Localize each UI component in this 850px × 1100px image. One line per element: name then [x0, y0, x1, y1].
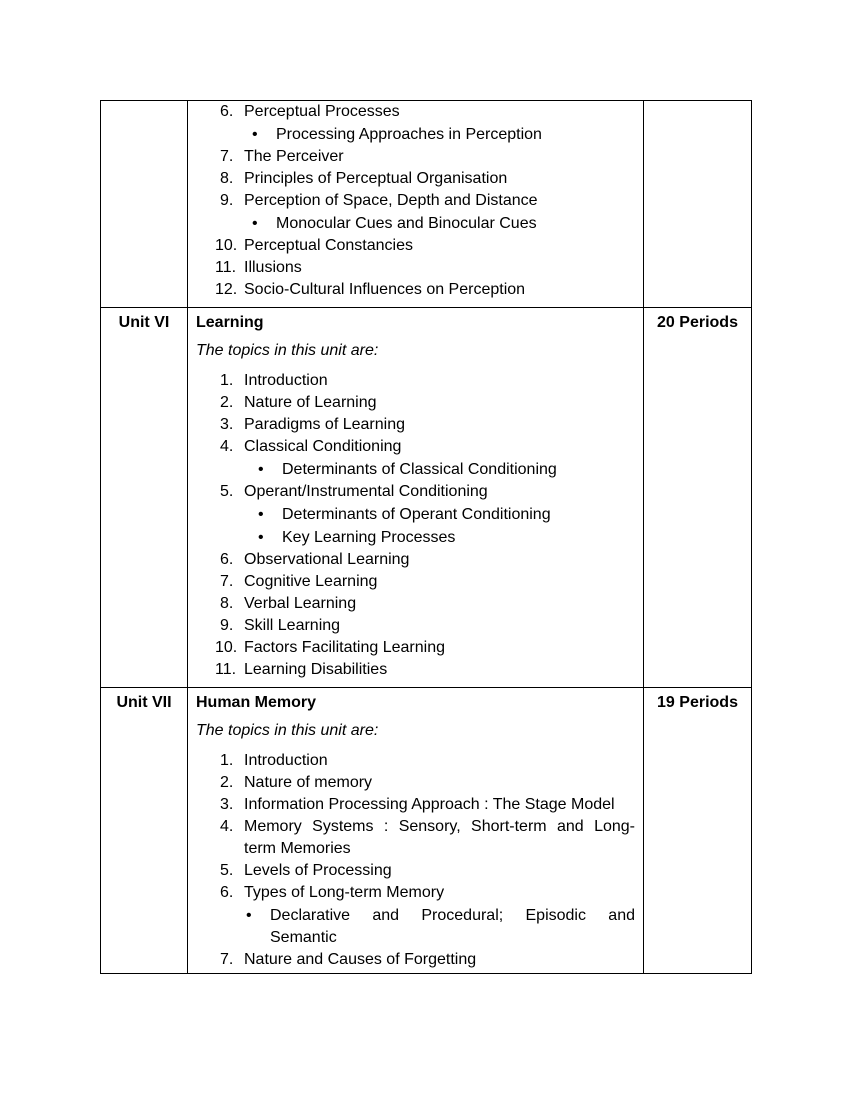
sub-list-item: • Determinants of Classical Conditioning	[258, 461, 557, 478]
unit-label: Unit VI	[118, 314, 170, 331]
periods-cell	[644, 688, 752, 974]
sub-list-item: • Key Learning Processes	[258, 529, 456, 546]
list-item: 3. Paradigms of Learning	[220, 416, 405, 433]
unit-intro: The topics in this unit are:	[196, 722, 379, 739]
periods-cell	[644, 308, 752, 688]
list-item: 7. The Perceiver	[220, 148, 344, 165]
unit-title: Human Memory	[196, 694, 317, 711]
list-item: 10. Perceptual Constancies	[215, 237, 413, 254]
periods-label: 20 Periods	[657, 314, 738, 331]
list-item: 1. Introduction	[220, 752, 328, 769]
list-item: 7. Cognitive Learning	[220, 573, 378, 590]
list-item: 12. Socio-Cultural Influences on Perception	[215, 281, 526, 298]
unit-title: Learning	[196, 314, 264, 331]
list-item: 7. Nature and Causes of Forgetting	[220, 951, 477, 968]
list-item: 8. Principles of Perceptual Organisation	[220, 170, 508, 187]
sub-list-item-continuation: Semantic	[270, 929, 337, 946]
list-item: 6. Perceptual Processes	[220, 103, 400, 120]
table-row-continuation	[101, 101, 752, 308]
table-row-unit-vi	[101, 308, 752, 688]
list-item: 6. Types of Long-term Memory	[220, 884, 445, 901]
list-item: 10. Factors Facilitating Learning	[215, 639, 445, 656]
syllabus-table	[100, 100, 752, 974]
list-item: 4. Classical Conditioning	[220, 438, 402, 455]
list-item: 3. Information Processing Approach : The Stage Model	[220, 796, 615, 813]
list-item: 4. Memory Systems : Sensory, Short-term and Long-	[220, 818, 635, 835]
list-item: 8. Verbal Learning	[220, 595, 357, 612]
list-item: 9. Perception of Space, Depth and Distance	[220, 192, 538, 209]
sub-list-item: • Determinants of Operant Conditioning	[258, 506, 551, 523]
list-item-continuation: term Memories	[244, 840, 351, 857]
sub-list-item: • Monocular Cues and Binocular Cues	[252, 215, 537, 232]
content-cell	[188, 308, 644, 688]
table-row-unit-vii	[101, 688, 752, 974]
list-item: 1. Introduction	[220, 372, 328, 389]
sub-list-item: • Processing Approaches in Perception	[252, 126, 542, 143]
list-item: 2. Nature of Learning	[220, 394, 377, 411]
content-cell-continuation	[188, 101, 644, 308]
list-item: 11. Learning Disabilities	[215, 661, 388, 678]
list-item: 5. Levels of Processing	[220, 862, 392, 879]
list-item: 11. Illusions	[215, 259, 302, 276]
content-cell	[188, 688, 644, 974]
unit-cell	[101, 688, 188, 974]
list-item: 9. Skill Learning	[220, 617, 341, 634]
sub-list-item: • Declarative and Procedural; Episodic and	[246, 907, 635, 924]
unit-cell-empty	[101, 101, 188, 308]
unit-label: Unit VII	[116, 694, 172, 711]
list-item: 2. Nature of memory	[220, 774, 373, 791]
periods-cell-empty	[644, 101, 752, 308]
list-item: 5. Operant/Instrumental Conditioning	[220, 483, 488, 500]
unit-intro: The topics in this unit are:	[196, 342, 379, 359]
periods-label: 19 Periods	[657, 694, 738, 711]
unit-cell	[101, 308, 188, 688]
list-item: 6. Observational Learning	[220, 551, 410, 568]
